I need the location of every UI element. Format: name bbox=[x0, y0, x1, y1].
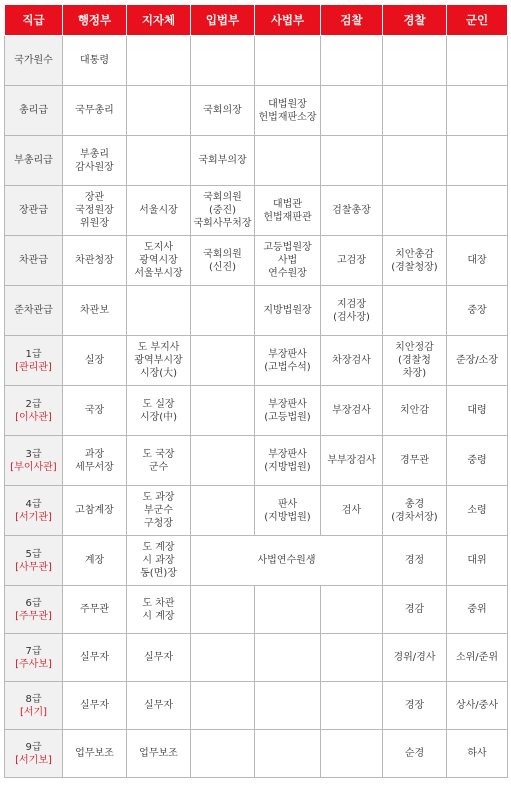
cell-military bbox=[447, 186, 508, 236]
cell-legislature bbox=[191, 336, 255, 386]
table-row bbox=[5, 286, 508, 336]
table-body bbox=[5, 36, 508, 778]
rank-grade-label: [서기] bbox=[19, 706, 48, 718]
cell-executive: 과장 세무서장 bbox=[63, 436, 127, 486]
table-row bbox=[5, 586, 508, 634]
cell-local-gov: 실무자 bbox=[127, 682, 191, 730]
table-row bbox=[5, 236, 508, 286]
cell-police: 경정 bbox=[383, 536, 447, 586]
cell-police: 경장 bbox=[383, 682, 447, 730]
rank-cell bbox=[5, 336, 63, 386]
cell-legislature bbox=[191, 634, 255, 682]
table-row bbox=[5, 486, 508, 536]
cell-executive: 장관 국정원장 위원장 bbox=[63, 186, 127, 236]
header-row bbox=[5, 5, 508, 36]
cell-judiciary bbox=[255, 682, 321, 730]
cell-prosecution: 고검장 bbox=[321, 236, 383, 286]
cell-local-gov bbox=[127, 86, 191, 136]
rank-cell bbox=[5, 682, 63, 730]
cell-executive: 계장 bbox=[63, 536, 127, 586]
rank-label: 6급 bbox=[25, 597, 42, 609]
rank-cell bbox=[5, 36, 63, 86]
rank-cell bbox=[5, 86, 63, 136]
cell-local-gov: 도 국장 군수 bbox=[127, 436, 191, 486]
rank-label: 장관급 bbox=[19, 205, 48, 216]
rank-cell bbox=[5, 586, 63, 634]
cell-local-gov bbox=[127, 136, 191, 186]
table-row bbox=[5, 86, 508, 136]
rank-comparison-table bbox=[4, 4, 508, 778]
cell-prosecution: 검찰총장 bbox=[321, 186, 383, 236]
cell-local-gov bbox=[127, 286, 191, 336]
cell-local-gov: 업무보조 bbox=[127, 730, 191, 778]
cell-executive: 차관보 bbox=[63, 286, 127, 336]
rank-grade-label: [주사보] bbox=[15, 658, 52, 670]
header-military: 군인 bbox=[447, 5, 508, 36]
cell-military: 중령 bbox=[447, 436, 508, 486]
rank-comparison-table-container bbox=[4, 4, 507, 778]
cell-judiciary: 판사 (지방법원) bbox=[255, 486, 321, 536]
cell-executive: 국무총리 bbox=[63, 86, 127, 136]
rank-cell bbox=[5, 436, 63, 486]
rank-label: 총리급 bbox=[19, 105, 48, 116]
cell-police: 경위/경사 bbox=[383, 634, 447, 682]
rank-grade-label: [관리관] bbox=[15, 361, 52, 373]
rank-label: 2급 bbox=[25, 398, 42, 410]
cell-judiciary: 고등법원장 사법 연수원장 bbox=[255, 236, 321, 286]
table-row bbox=[5, 634, 508, 682]
cell-executive: 차관청장 bbox=[63, 236, 127, 286]
cell-prosecution bbox=[321, 86, 383, 136]
header-legislature: 입법부 bbox=[191, 5, 255, 36]
cell-police: 치안정감 (경찰청 차장) bbox=[383, 336, 447, 386]
cell-prosecution: 지검장 (검사장) bbox=[321, 286, 383, 336]
cell-police bbox=[383, 36, 447, 86]
cell-executive: 실무자 bbox=[63, 682, 127, 730]
cell-prosecution bbox=[321, 36, 383, 86]
rank-label: 4급 bbox=[25, 498, 42, 510]
rank-label: 1급 bbox=[25, 348, 42, 360]
table-row bbox=[5, 436, 508, 486]
rank-grade-label: [부이사관] bbox=[10, 461, 57, 473]
cell-local-gov: 도 계장 시 과장 동(면)장 bbox=[127, 536, 191, 586]
cell-police: 총경 (경차서장) bbox=[383, 486, 447, 536]
cell-executive: 실장 bbox=[63, 336, 127, 386]
table-row bbox=[5, 682, 508, 730]
cell-judiciary: 대법관 헌법재판관 bbox=[255, 186, 321, 236]
cell-military: 중장 bbox=[447, 286, 508, 336]
cell-military: 대장 bbox=[447, 236, 508, 286]
cell-legislature bbox=[191, 436, 255, 486]
rank-cell bbox=[5, 486, 63, 536]
rank-label: 준차관급 bbox=[14, 305, 53, 316]
cell-police: 치안총감 (경찰청장) bbox=[383, 236, 447, 286]
cell-judiciary bbox=[255, 730, 321, 778]
cell-legislature: 국회부의장 bbox=[191, 136, 255, 186]
cell-legislature: 국회의원 (중진) 국회사무처장 bbox=[191, 186, 255, 236]
cell-local-gov: 도 차관 시 계장 bbox=[127, 586, 191, 634]
rank-grade-label: [사무관] bbox=[15, 561, 52, 573]
cell-local-gov: 실무자 bbox=[127, 634, 191, 682]
table-row bbox=[5, 536, 508, 586]
table-row bbox=[5, 36, 508, 86]
rank-label: 부총리급 bbox=[14, 155, 53, 166]
header-rank: 직급 bbox=[5, 5, 63, 36]
cell-judiciary: 부장판사 (고등법원) bbox=[255, 386, 321, 436]
cell-military: 대위 bbox=[447, 536, 508, 586]
cell-executive: 국장 bbox=[63, 386, 127, 436]
cell-prosecution: 부부장검사 bbox=[321, 436, 383, 486]
rank-grade-label: [서기보] bbox=[15, 754, 52, 766]
cell-judiciary bbox=[255, 634, 321, 682]
rank-label: 8급 bbox=[25, 693, 42, 705]
rank-cell bbox=[5, 386, 63, 436]
cell-military: 하사 bbox=[447, 730, 508, 778]
cell-police bbox=[383, 86, 447, 136]
rank-label: 국가원수 bbox=[14, 55, 53, 66]
rank-cell bbox=[5, 286, 63, 336]
cell-judiciary: 부장판사 (지방법원) bbox=[255, 436, 321, 486]
cell-military: 소위/준위 bbox=[447, 634, 508, 682]
cell-prosecution: 부장검사 bbox=[321, 386, 383, 436]
cell-military: 준장/소장 bbox=[447, 336, 508, 386]
cell-police: 순경 bbox=[383, 730, 447, 778]
cell-prosecution bbox=[321, 586, 383, 634]
cell-local-gov bbox=[127, 36, 191, 86]
cell-judiciary bbox=[255, 586, 321, 634]
cell-police: 치안감 bbox=[383, 386, 447, 436]
cell-legislature bbox=[191, 386, 255, 436]
cell-prosecution: 검사 bbox=[321, 486, 383, 536]
cell-military bbox=[447, 86, 508, 136]
cell-executive: 부총리 감사원장 bbox=[63, 136, 127, 186]
rank-cell bbox=[5, 136, 63, 186]
cell-judiciary bbox=[255, 36, 321, 86]
table-row bbox=[5, 336, 508, 386]
cell-executive: 고참계장 bbox=[63, 486, 127, 536]
cell-legislature bbox=[191, 682, 255, 730]
cell-police: 경감 bbox=[383, 586, 447, 634]
cell-executive: 업무보조 bbox=[63, 730, 127, 778]
cell-legislature bbox=[191, 36, 255, 86]
cell-judiciary bbox=[255, 136, 321, 186]
cell-police bbox=[383, 286, 447, 336]
cell-legislature bbox=[191, 730, 255, 778]
cell-local-gov: 도 부지사 광역부시장 시장(大) bbox=[127, 336, 191, 386]
cell-police bbox=[383, 186, 447, 236]
table-row bbox=[5, 186, 508, 236]
cell-military bbox=[447, 36, 508, 86]
cell-police bbox=[383, 136, 447, 186]
cell-legislature bbox=[191, 486, 255, 536]
rank-cell bbox=[5, 186, 63, 236]
rank-grade-label: [이사관] bbox=[15, 411, 52, 423]
rank-cell bbox=[5, 730, 63, 778]
rank-cell bbox=[5, 236, 63, 286]
header-prosecution: 검찰 bbox=[321, 5, 383, 36]
table-row bbox=[5, 386, 508, 436]
rank-cell bbox=[5, 634, 63, 682]
cell-prosecution: 차장검사 bbox=[321, 336, 383, 386]
cell-military: 중위 bbox=[447, 586, 508, 634]
rank-grade-label: [주무관] bbox=[15, 610, 52, 622]
rank-label: 5급 bbox=[25, 548, 42, 560]
table-row bbox=[5, 730, 508, 778]
rank-label: 차관급 bbox=[19, 255, 48, 266]
rank-cell bbox=[5, 536, 63, 586]
cell-legislature bbox=[191, 586, 255, 634]
cell-local-gov: 서울시장 bbox=[127, 186, 191, 236]
merged-cell-judicial-trainee: 사법연수원생 bbox=[191, 536, 383, 586]
cell-local-gov: 도지사 광역시장 서울부시장 bbox=[127, 236, 191, 286]
cell-legislature: 국회의원 (신진) bbox=[191, 236, 255, 286]
cell-local-gov: 도 과장 부군수 구청장 bbox=[127, 486, 191, 536]
cell-judiciary: 지방법원장 bbox=[255, 286, 321, 336]
table-row bbox=[5, 136, 508, 186]
cell-judiciary: 부장판사 (고법수석) bbox=[255, 336, 321, 386]
cell-military: 대령 bbox=[447, 386, 508, 436]
cell-local-gov: 도 실장 시장(中) bbox=[127, 386, 191, 436]
header-local-gov: 지자체 bbox=[127, 5, 191, 36]
header-executive: 행정부 bbox=[63, 5, 127, 36]
cell-military bbox=[447, 136, 508, 186]
cell-prosecution bbox=[321, 682, 383, 730]
rank-grade-label: [서기관] bbox=[15, 511, 52, 523]
rank-label: 7급 bbox=[25, 645, 42, 657]
cell-prosecution bbox=[321, 730, 383, 778]
cell-police: 경무관 bbox=[383, 436, 447, 486]
rank-label: 9급 bbox=[25, 741, 42, 753]
cell-executive: 주무관 bbox=[63, 586, 127, 634]
cell-military: 상사/중사 bbox=[447, 682, 508, 730]
cell-legislature: 국회의장 bbox=[191, 86, 255, 136]
header-police: 경찰 bbox=[383, 5, 447, 36]
rank-label: 3급 bbox=[25, 448, 42, 460]
header-judiciary: 사법부 bbox=[255, 5, 321, 36]
cell-judiciary: 대법원장 헌법재판소장 bbox=[255, 86, 321, 136]
cell-military: 소령 bbox=[447, 486, 508, 536]
cell-executive: 대통령 bbox=[63, 36, 127, 86]
cell-prosecution bbox=[321, 634, 383, 682]
cell-prosecution bbox=[321, 136, 383, 186]
cell-legislature bbox=[191, 286, 255, 336]
cell-executive: 실무자 bbox=[63, 634, 127, 682]
